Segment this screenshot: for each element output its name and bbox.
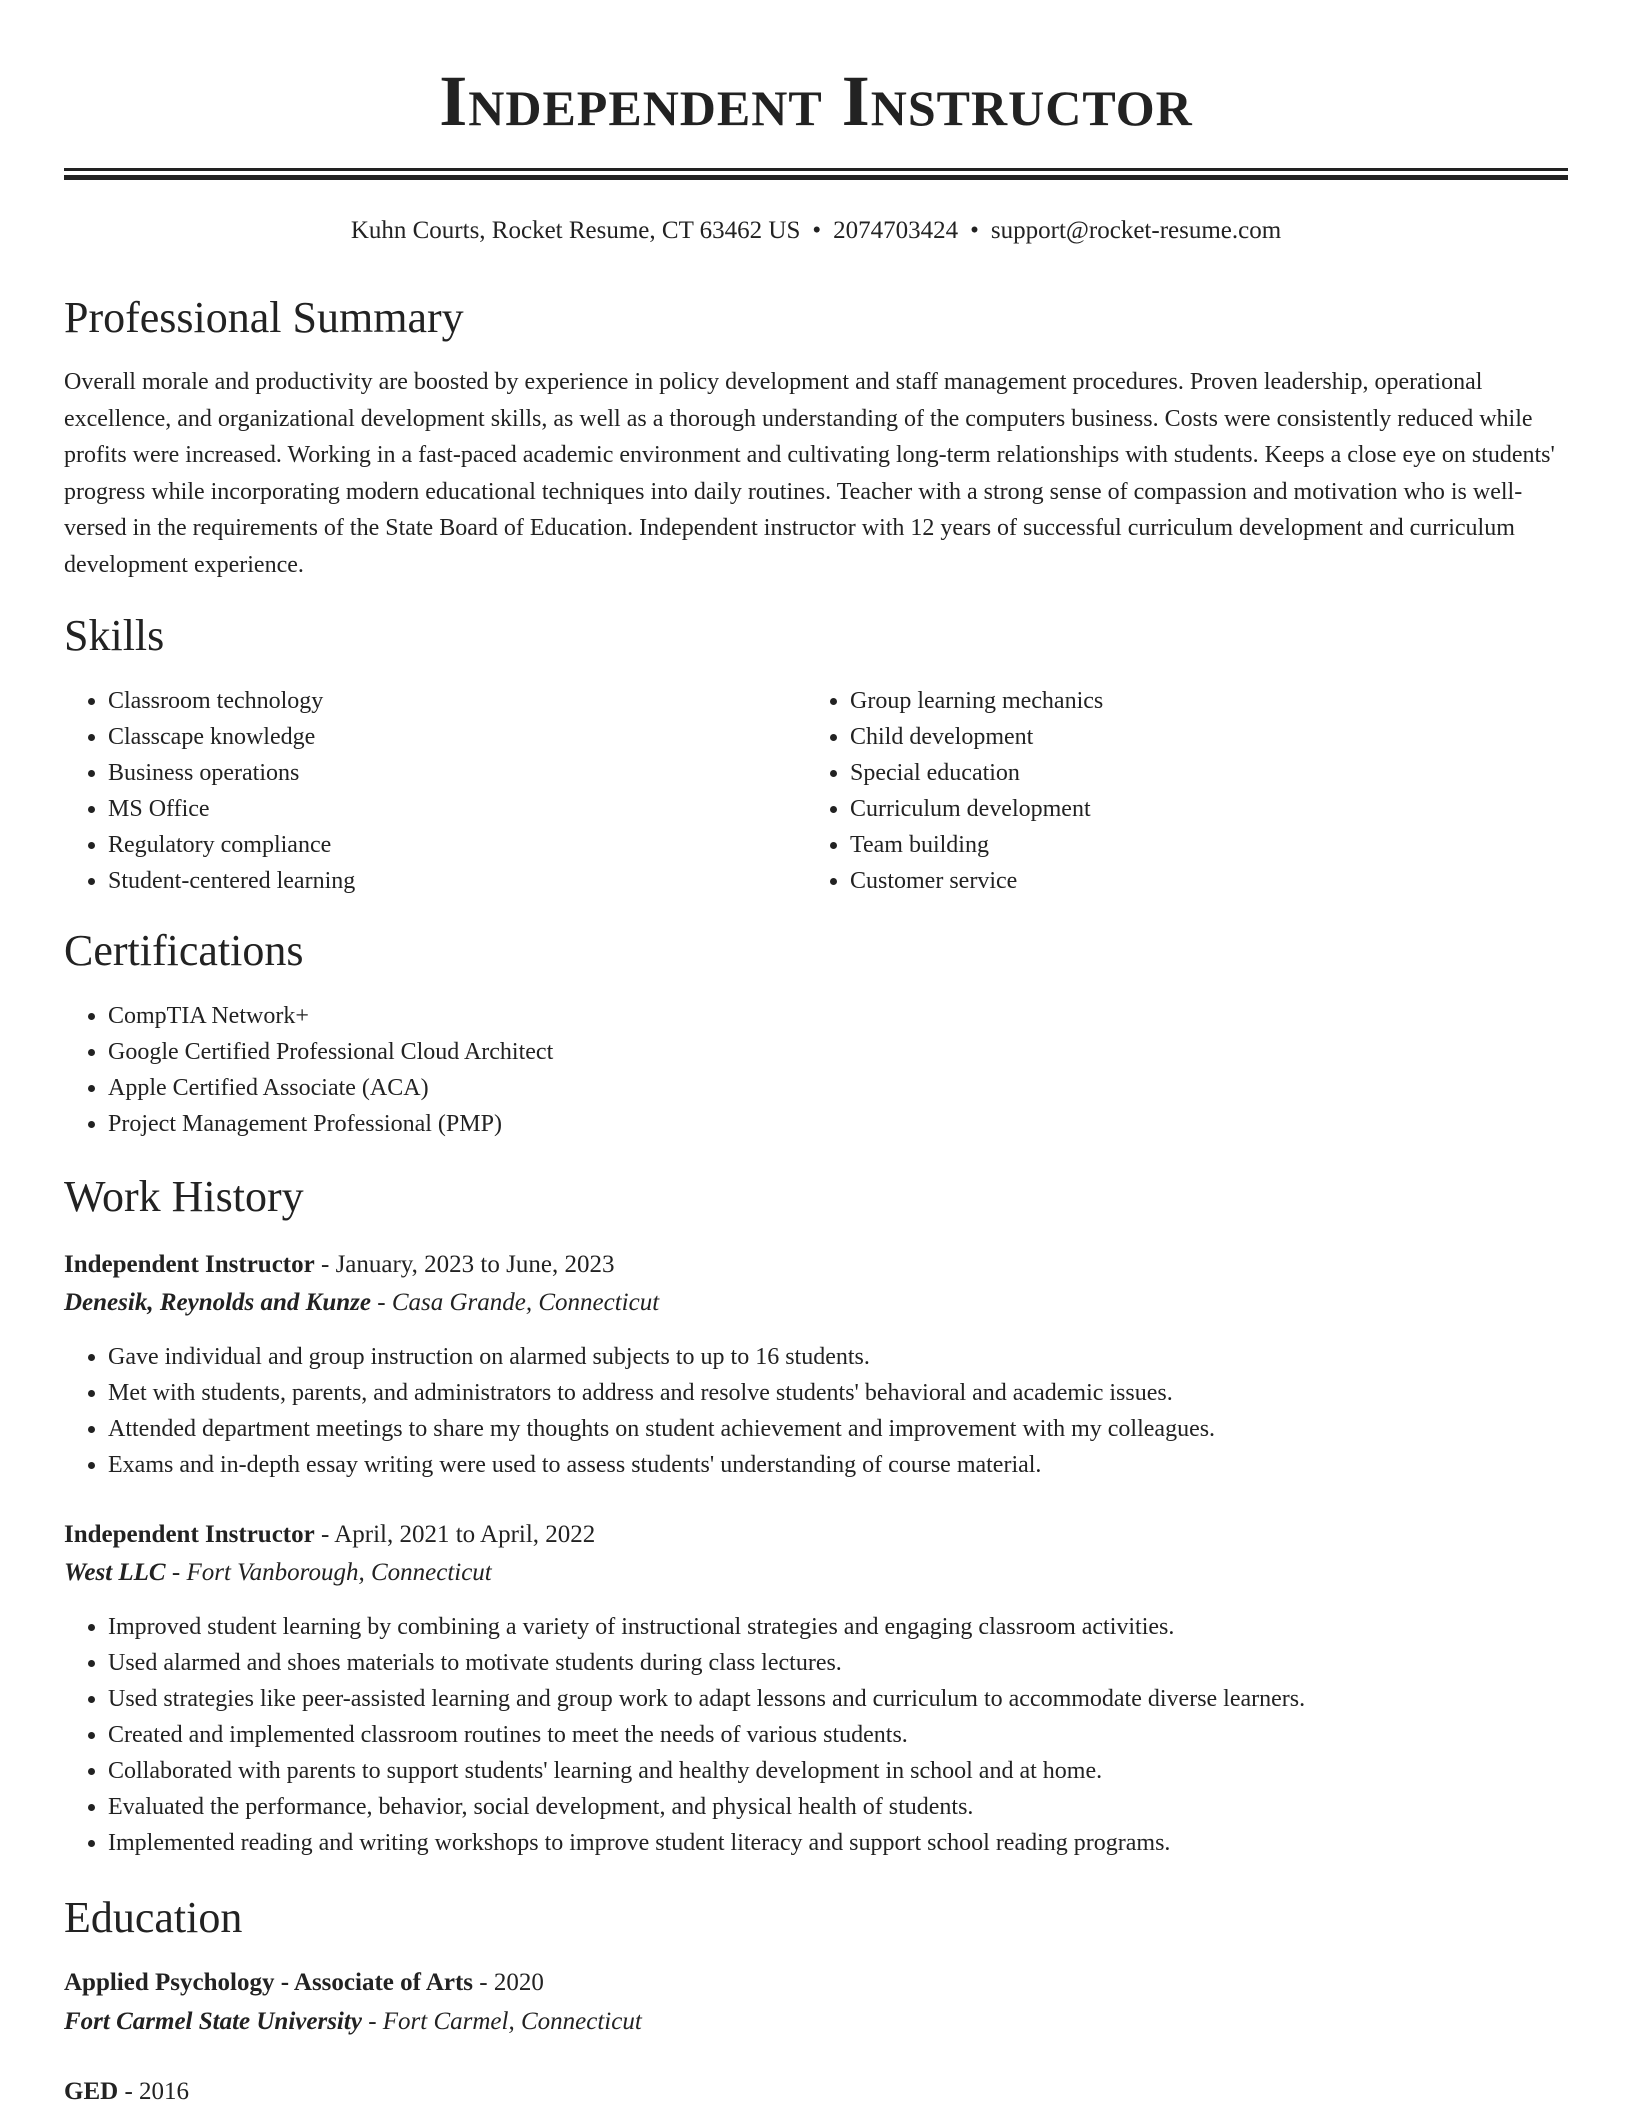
- education-degree-line: [64, 1965, 544, 2001]
- title-rule-bottom: [64, 175, 1568, 180]
- education-heading: Education: [64, 1893, 243, 1942]
- certification-item: • Project Management Professional (PMP): [108, 1106, 553, 1142]
- title-rule-top: [64, 168, 1568, 171]
- skill-item: • Curriculum development: [850, 791, 1103, 827]
- job-dates: April, 2021 to April, 2022: [334, 1521, 596, 1548]
- job-company: West LLC: [64, 1559, 166, 1586]
- job-title-line: [64, 1247, 614, 1283]
- skills-list-left: [64, 683, 355, 899]
- education-degree: Applied Psychology - Associate of Arts: [64, 1969, 474, 1996]
- contact-email: support@rocket-resume.com: [990, 217, 1282, 244]
- certification-item: • Apple Certified Associate (ACA): [108, 1070, 553, 1106]
- job-bullets: [64, 1609, 1305, 1861]
- job-company-line: [64, 1555, 492, 1591]
- dash: -: [479, 1969, 488, 1996]
- job-bullet: • Improved student learning by combining a variety of instructional strategies and engaging classroom activities.: [108, 1609, 1305, 1645]
- work-heading: Work History: [64, 1172, 304, 1221]
- education-degree-line: [64, 2074, 189, 2110]
- job-bullet: • Implemented reading and writing workshops to improve student literacy and support school reading programs.: [108, 1825, 1305, 1861]
- job-bullet: • Evaluated the performance, behavior, social development, and physical health of students.: [108, 1789, 1305, 1825]
- certifications-heading: Certifications: [64, 926, 304, 975]
- certification-item: • CompTIA Network+: [108, 998, 553, 1034]
- resume-title: Independent Instructor: [439, 61, 1193, 141]
- skill-item: • Classcape knowledge: [108, 719, 355, 755]
- education-degree: GED: [64, 2078, 119, 2105]
- certifications-list: [64, 998, 553, 1142]
- skills-list-right: [806, 683, 1103, 899]
- education-school-line: [64, 2004, 642, 2040]
- skill-item: • Classroom technology: [108, 683, 355, 719]
- job-bullet: • Attended department meetings to share my thoughts on student achievement and improvement with my colleagues.: [108, 1411, 1215, 1447]
- skill-item: • Special education: [850, 755, 1103, 791]
- dash: -: [377, 1289, 386, 1316]
- dash: -: [320, 1251, 330, 1278]
- job-title-line: [64, 1517, 595, 1553]
- education-year: 2020: [493, 1969, 544, 1996]
- dash: -: [368, 2008, 377, 2035]
- skill-item: • Student-centered learning: [108, 863, 355, 899]
- job-bullet: • Created and implemented classroom routines to meet the needs of various students.: [108, 1717, 1305, 1753]
- job-bullet: • Used alarmed and shoes materials to motivate students during class lectures.: [108, 1645, 1305, 1681]
- job-location: Fort Vanborough, Connecticut: [186, 1559, 492, 1586]
- skill-item: • Group learning mechanics: [850, 683, 1103, 719]
- contact-separator: •: [970, 217, 979, 244]
- dash: -: [124, 2078, 133, 2105]
- job-bullet: • Exams and in-depth essay writing were used to assess students' understanding of course material.: [108, 1447, 1215, 1483]
- contact-phone: 2074703424: [833, 217, 959, 244]
- skill-item: • Team building: [850, 827, 1103, 863]
- dash: -: [171, 1559, 181, 1586]
- contact-line: [0, 214, 1632, 248]
- skill-item: • Business operations: [108, 755, 355, 791]
- education-location: Fort Carmel, Connecticut: [382, 2008, 642, 2035]
- job-bullet: • Collaborated with parents to support students' learning and healthy development in school and at home.: [108, 1753, 1305, 1789]
- skill-item: • Child development: [850, 719, 1103, 755]
- summary-heading: Professional Summary: [64, 293, 464, 342]
- job-bullets: [64, 1339, 1215, 1483]
- job-dates: January, 2023 to June, 2023: [335, 1251, 615, 1278]
- dash: -: [320, 1521, 330, 1548]
- job-location: Casa Grande, Connecticut: [391, 1289, 660, 1316]
- education-school: Fort Carmel State University: [64, 2008, 362, 2035]
- job-bullet: • Gave individual and group instruction on alarmed subjects to up to 16 students.: [108, 1339, 1215, 1375]
- job-title: Independent Instructor: [64, 1521, 315, 1548]
- job-title: Independent Instructor: [64, 1251, 315, 1278]
- summary-text: Overall morale and productivity are boosted by experience in policy development and staff management procedures. Proven leadership, operational excellence, and organizational development skills, as well as a thorough understanding of the computers business. Costs were consistently reduced while profits were increased. Working in a fast-paced academic environment and cultivating long-term relationships with students. Keeps a close eye on students' progress while incorporating modern educational techniques into daily routines. Teacher with a strong sense of compassion and motivation who is well-versed in the requirements of the State Board of Education. Independent instructor with 12 years of successful curriculum development and curriculum development experience.: [64, 369, 1555, 578]
- job-company: Denesik, Reynolds and Kunze: [64, 1289, 371, 1316]
- job-company-line: [64, 1285, 659, 1321]
- job-bullet: • Used strategies like peer-assisted learning and group work to adapt lessons and curriculum to accommodate diverse learners.: [108, 1681, 1305, 1717]
- education-year: 2016: [139, 2078, 190, 2105]
- contact-address: Kuhn Courts, Rocket Resume, CT 63462 US: [350, 217, 801, 244]
- certification-item: • Google Certified Professional Cloud Architect: [108, 1034, 553, 1070]
- skill-item: • Regulatory compliance: [108, 827, 355, 863]
- job-bullet: • Met with students, parents, and administrators to address and resolve students' behavioral and academic issues.: [108, 1375, 1215, 1411]
- skills-heading: Skills: [64, 611, 165, 660]
- skill-item: • Customer service: [850, 863, 1103, 899]
- skill-item: • MS Office: [108, 791, 355, 827]
- contact-separator: •: [812, 217, 822, 244]
